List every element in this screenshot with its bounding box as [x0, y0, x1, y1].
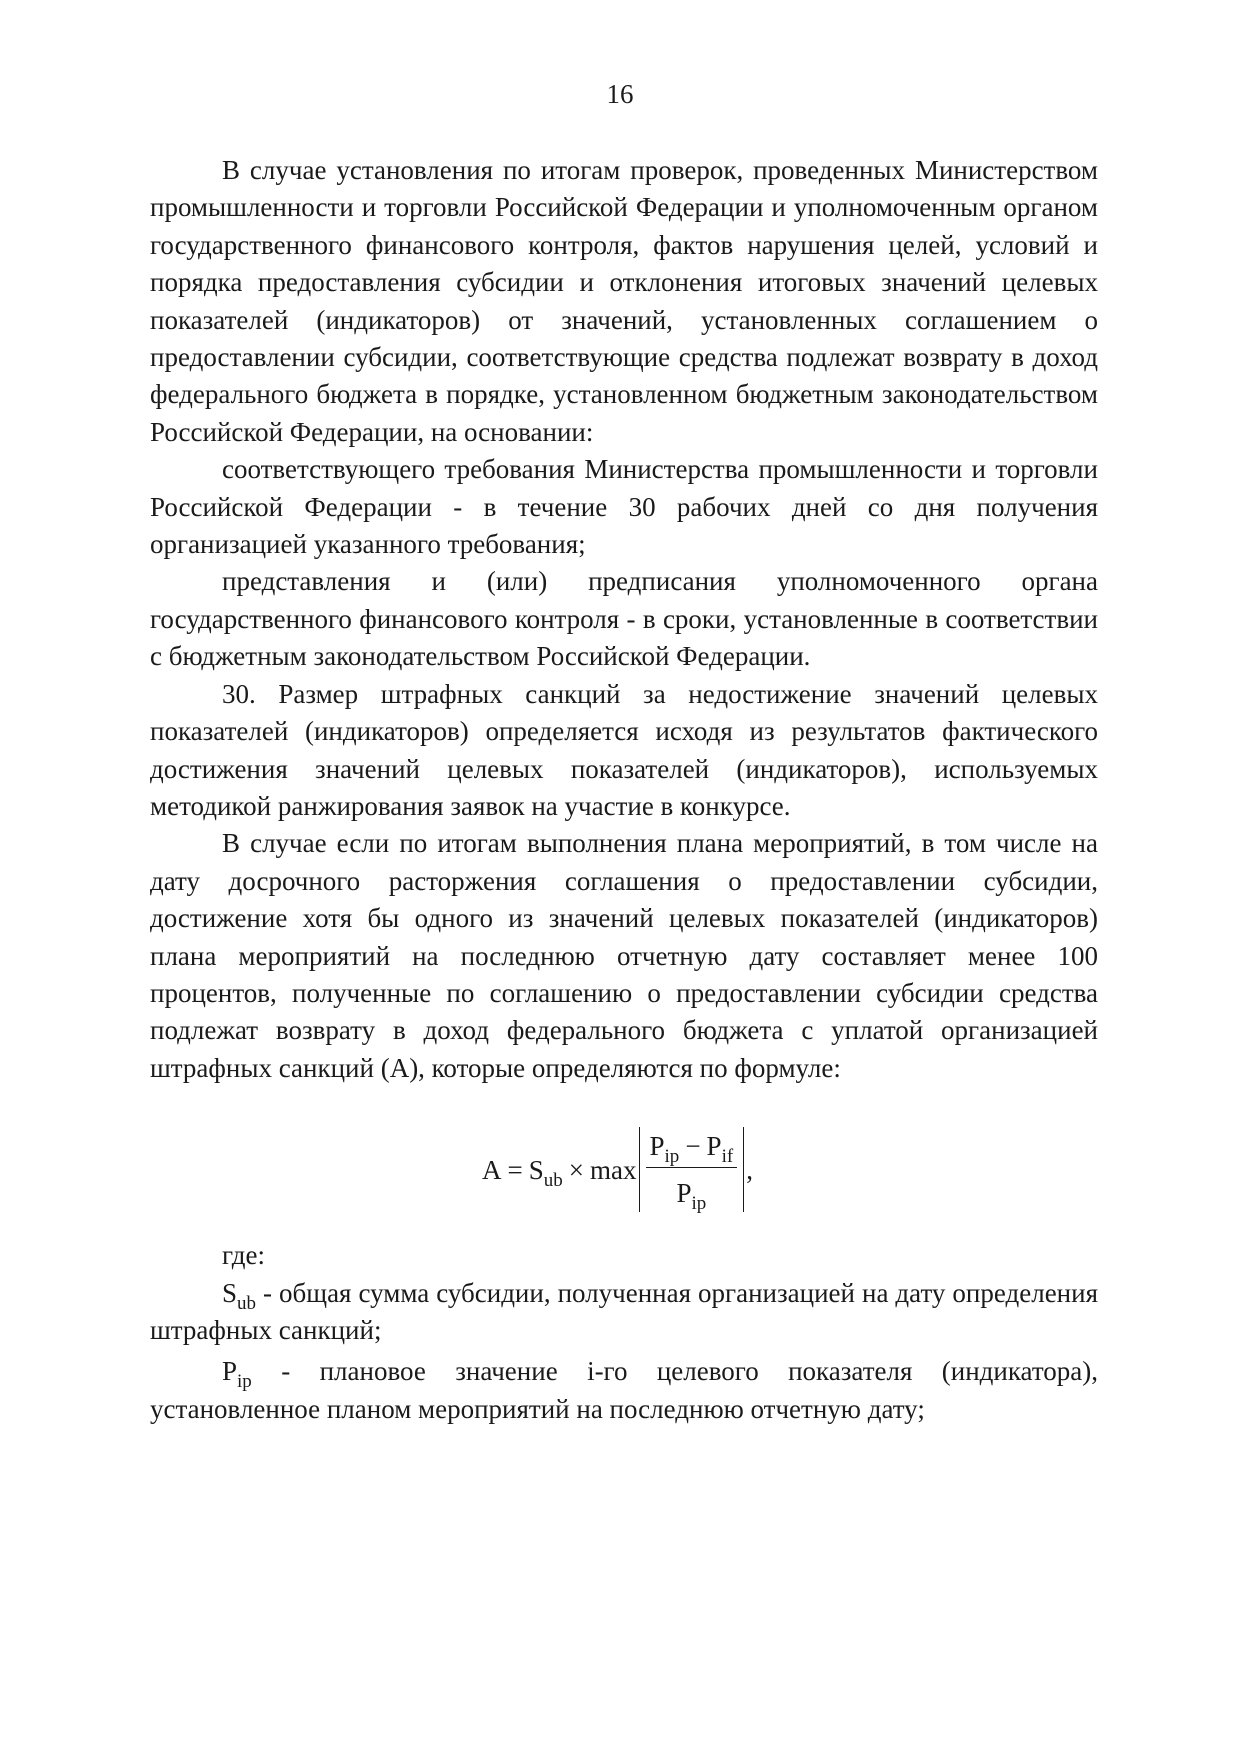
formula-times: × — [568, 1154, 584, 1185]
formula-numerator: $P_{ip} - P_{if}$ — [646, 1131, 738, 1168]
definition-sub — [150, 1275, 1098, 1350]
definition-pip-text: - плановое значение i-го целевого показателя (индикатора), установленное планом мероприятий на последнюю отчетную дату; — [150, 1356, 1098, 1424]
formula-trailing-comma: , — [746, 1154, 753, 1185]
document-body — [150, 152, 1098, 1428]
definition-pip-symbol: $P_{ip}$ — [222, 1356, 252, 1393]
paragraph-refund-conditions: В случае установления по итогам проверок, проведенных Министерством промышленности и торговли Российской Федерации и уполномоченным органом государственного финансового контроля, фактов нарушения целей, условий и порядка предоставления субсидии и отклонения итоговых значений целевых показателей (индикаторов) от значений, установленных соглашением о предоставлении субсидии, соответствующие средства подлежат возврату в доход федерального бюджета в порядке, установленном бюджетным законодательством Российской Федерации, на основании: — [150, 155, 1098, 447]
formula-subsidy-symbol: $S_{ub}$ — [528, 1154, 563, 1191]
formula-max: max — [590, 1154, 637, 1185]
paragraph-ministry-requirement: соответствующего требования Министерства промышленности и торговли Российской Федерации - в течение 30 рабочих дней со дня получения организацией указанного требования; — [150, 454, 1098, 560]
formula-equals: = — [507, 1154, 523, 1185]
definition-sub-symbol: $S_{ub}$ — [222, 1277, 257, 1314]
penalty-formula-block — [150, 1087, 1098, 1237]
where-label: где: — [222, 1240, 265, 1271]
penalty-formula — [482, 1127, 753, 1215]
formula-lhs: A — [482, 1154, 502, 1185]
formula-denominator: $P_{ip}$ — [676, 1178, 707, 1215]
formula-absolute-value — [639, 1127, 745, 1215]
paragraph-item-30: 30. Размер штрафных санкций за недостижение значений целевых показателей (индикаторов) определяется исходя из результатов фактического достижения значений целевых показателей (индикаторов), используемых методикой ранжирования заявок на участие в конкурсе. — [150, 678, 1098, 821]
formula-fraction — [646, 1131, 738, 1215]
definition-pip — [150, 1353, 1098, 1428]
definition-sub-text: - общая сумма субсидии, полученная организацией на дату определения штрафных санкций; — [150, 1277, 1098, 1345]
page-number: 16 — [606, 79, 634, 109]
paragraph-penalty-conditions: В случае если по итогам выполнения плана мероприятий, в том числе на дату досрочного расторжения соглашения о предоставлении субсидии, достижение хотя бы одного из значений целевых показателей (индикаторов) плана мероприятий на последнюю отчетную дату составляет менее 100 процентов, полученные по соглашению о предоставлении субсидии средства подлежат возврату в доход федерального бюджета с уплатой организацией штрафных санкций (А), которые определяются по формуле: — [150, 828, 1098, 1083]
paragraph-control-authority: представления и (или) предписания уполномоченного органа государственного финансового контроля - в сроки, установленные в соответствии с бюджетным законодательством Российской Федерации. — [150, 566, 1098, 672]
